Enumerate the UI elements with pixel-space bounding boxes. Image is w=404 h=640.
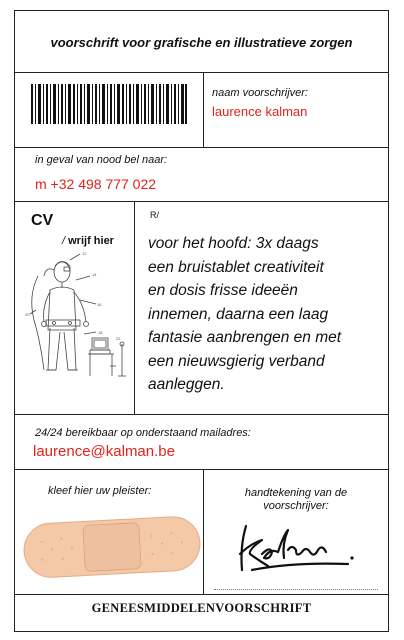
plaster-label: kleef hier uw pleister: (48, 485, 152, 497)
rx-line: en dosis frisse ideeën (148, 282, 298, 299)
rx-line: fantasie aanbrengen en met (148, 329, 342, 346)
svg-text:12: 12 (82, 251, 87, 256)
form-border-left (14, 10, 15, 632)
rx-line: een bruistablet creativiteit (148, 258, 324, 276)
barcode (31, 84, 187, 124)
divider-emergency (14, 201, 389, 202)
signature-label-line2: voorschrijver: (263, 500, 329, 512)
divider-cv-rx (134, 201, 135, 414)
svg-text:18: 18 (98, 330, 103, 335)
prescriber-name: laurence kalman (212, 104, 308, 119)
form-border-right (388, 10, 389, 632)
rx-text (148, 232, 384, 397)
rub-here (62, 235, 114, 247)
divider-footer (14, 594, 389, 595)
form-border-top (14, 10, 389, 11)
page-title: voorschrift voor grafische en illustratieve zorgen (50, 35, 353, 50)
divider-prescription (14, 414, 389, 415)
form-border-bottom (14, 631, 389, 632)
rx-line: voor het hoofd: 3x daags (148, 235, 319, 252)
cv-heading: CV (31, 212, 54, 229)
handwritten-signature (232, 520, 362, 580)
svg-text:16: 16 (97, 302, 102, 307)
footer-title: GENEESMIDDELENVOORSCHRIFT (91, 601, 312, 615)
signature-line (214, 589, 378, 590)
divider-barcode-name (203, 72, 204, 147)
rx-symbol: R/ (150, 210, 159, 220)
contact-label: 24/24 bereikbaar op onderstaand mailadres: (35, 427, 251, 439)
emergency-label: in geval van nood bel naar: (35, 154, 168, 166)
divider-contact (14, 469, 389, 470)
signature-label (204, 487, 388, 513)
patent-illustration (24, 250, 132, 380)
rx-line: aanleggen. (148, 376, 225, 393)
divider-header (14, 72, 389, 73)
emergency-phone[interactable]: m +32 498 777 022 (35, 176, 157, 192)
svg-text:14: 14 (92, 272, 97, 277)
rx-line: innemen, daarna een laag (148, 305, 329, 323)
svg-text:20: 20 (25, 312, 30, 317)
rx-line: een nieuwsgierig verband (148, 352, 325, 370)
prescriber-label: naam voorschrijver: (212, 87, 308, 99)
divider-barcode (14, 147, 389, 148)
contact-email[interactable]: laurence@kalman.be (33, 443, 175, 460)
rub-here-slash: / (62, 235, 66, 247)
svg-text:22: 22 (116, 336, 121, 341)
rub-here-label: wrijf hier (68, 235, 114, 247)
signature-label-line1: handtekening van de (244, 487, 348, 499)
plaster-image (18, 512, 208, 582)
